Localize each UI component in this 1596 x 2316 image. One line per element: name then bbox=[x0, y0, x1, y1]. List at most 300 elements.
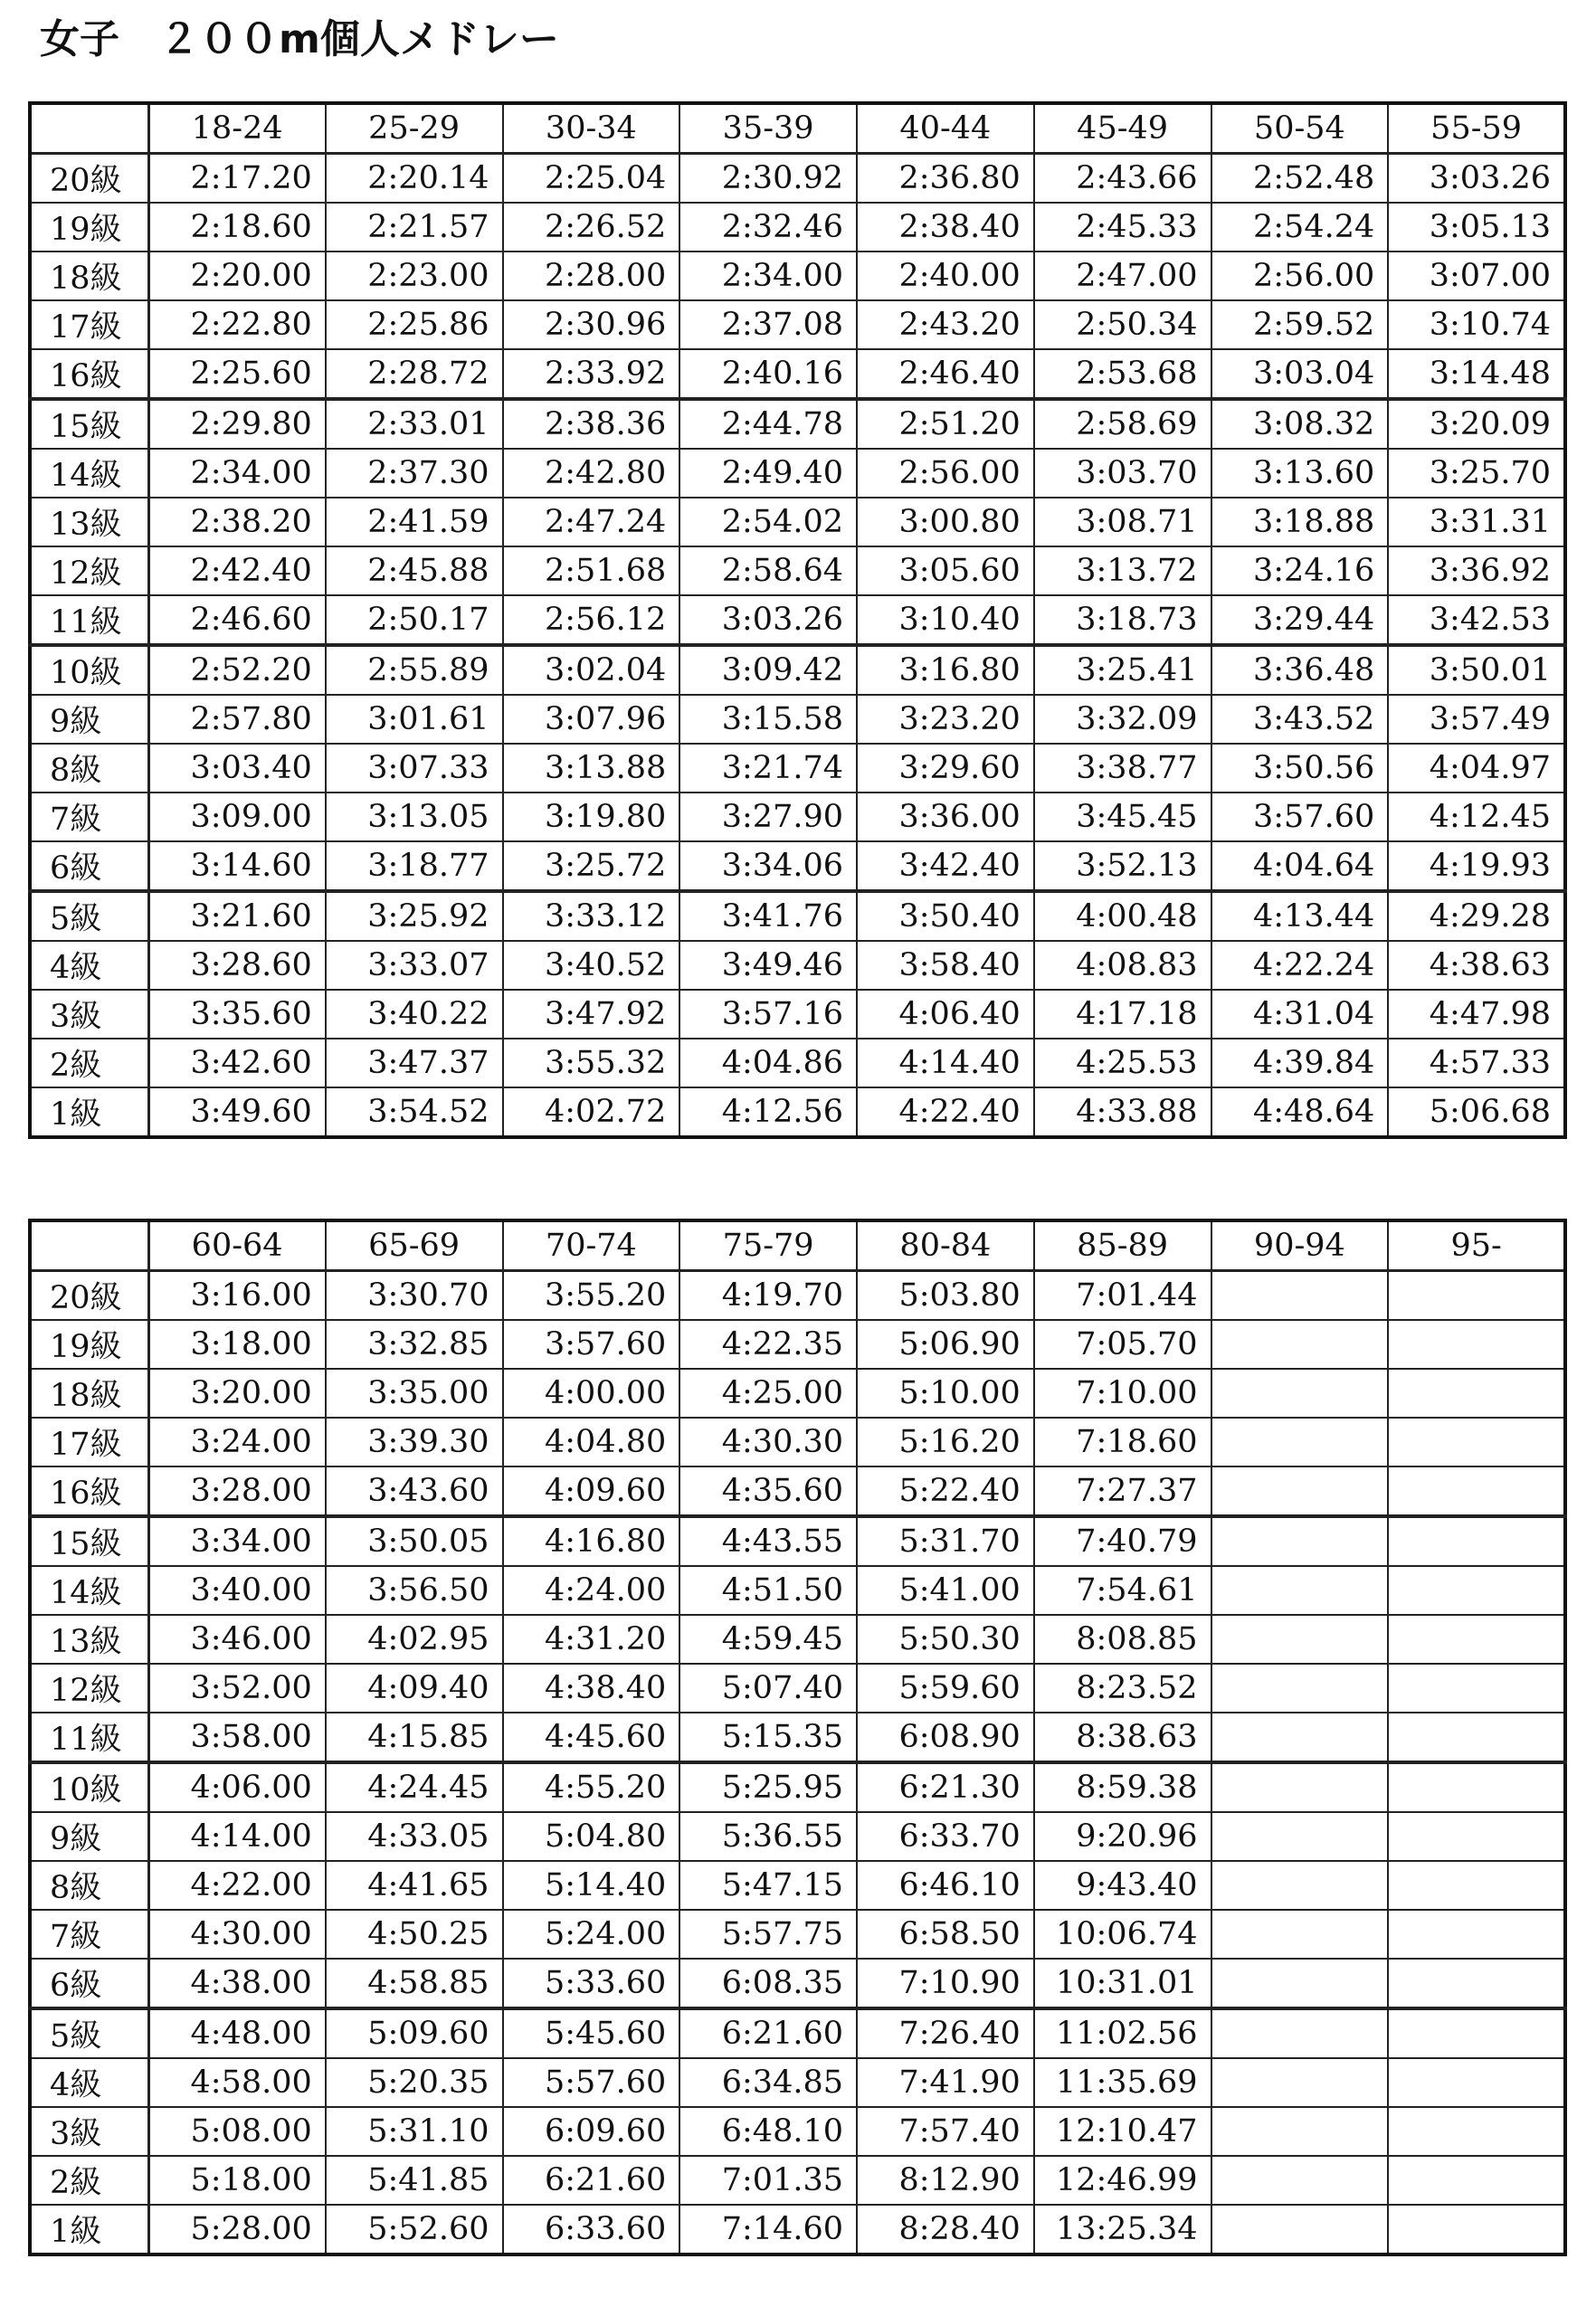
corner-cell bbox=[30, 1220, 148, 1271]
time-cell: 3:50.01 bbox=[1388, 645, 1565, 695]
time-cell bbox=[1211, 1418, 1389, 1466]
time-cell bbox=[1211, 2107, 1389, 2156]
time-cell: 6:09.60 bbox=[503, 2107, 680, 2156]
time-cell: 2:33.01 bbox=[326, 399, 503, 449]
time-cell: 4:25.00 bbox=[679, 1369, 857, 1418]
age-group-header: 55-59 bbox=[1388, 103, 1565, 154]
time-cell: 3:21.74 bbox=[679, 744, 857, 793]
time-cell: 3:20.00 bbox=[148, 1369, 326, 1418]
time-cell: 3:38.77 bbox=[1034, 744, 1211, 793]
time-cell: 7:10.00 bbox=[1034, 1369, 1211, 1418]
table-row bbox=[30, 793, 1565, 841]
time-cell: 3:35.00 bbox=[326, 1369, 503, 1418]
table-row bbox=[30, 695, 1565, 744]
time-cell bbox=[1211, 2156, 1389, 2205]
time-cell: 5:33.60 bbox=[503, 1959, 680, 2008]
table-row bbox=[30, 203, 1565, 252]
time-cell: 3:20.09 bbox=[1388, 399, 1565, 449]
time-cell: 3:49.46 bbox=[679, 941, 857, 990]
time-cell: 3:03.70 bbox=[1034, 449, 1211, 498]
time-cell bbox=[1388, 2008, 1565, 2058]
age-group-header: 45-49 bbox=[1034, 103, 1211, 154]
time-cell: 2:50.17 bbox=[326, 595, 503, 645]
time-cell: 7:40.79 bbox=[1034, 1516, 1211, 1566]
time-cell: 5:52.60 bbox=[326, 2205, 503, 2254]
grade-label: 15級 bbox=[30, 1516, 148, 1566]
time-cell: 5:57.75 bbox=[679, 1910, 857, 1959]
time-cell: 2:51.20 bbox=[857, 399, 1034, 449]
time-cell bbox=[1211, 1320, 1389, 1369]
time-cell: 11:35.69 bbox=[1034, 2058, 1211, 2107]
grade-label: 17級 bbox=[30, 1418, 148, 1466]
time-cell: 4:30.30 bbox=[679, 1418, 857, 1466]
time-cell: 5:04.80 bbox=[503, 1812, 680, 1861]
grade-label: 18級 bbox=[30, 1369, 148, 1418]
time-cell: 3:13.88 bbox=[503, 744, 680, 793]
time-cell: 5:18.00 bbox=[148, 2156, 326, 2205]
time-cell: 3:35.60 bbox=[148, 990, 326, 1039]
table-row bbox=[30, 399, 1565, 449]
grade-label: 18級 bbox=[30, 252, 148, 300]
table-row bbox=[30, 1910, 1565, 1959]
time-cell: 4:04.97 bbox=[1388, 744, 1565, 793]
grade-label: 14級 bbox=[30, 449, 148, 498]
time-cell: 2:26.52 bbox=[503, 203, 680, 252]
time-cell: 3:57.60 bbox=[1211, 793, 1389, 841]
page-title: 女子 ２００m個人メドレー bbox=[40, 16, 559, 62]
age-group-header: 25-29 bbox=[326, 103, 503, 154]
time-cell: 5:57.60 bbox=[503, 2058, 680, 2107]
time-cell: 3:36.92 bbox=[1388, 546, 1565, 595]
standards-table-2 bbox=[28, 1219, 1567, 2256]
time-cell: 4:33.88 bbox=[1034, 1087, 1211, 1137]
time-cell: 4:22.40 bbox=[857, 1087, 1034, 1137]
time-cell: 3:29.60 bbox=[857, 744, 1034, 793]
time-cell: 2:43.20 bbox=[857, 300, 1034, 349]
time-cell: 8:28.40 bbox=[857, 2205, 1034, 2254]
time-cell: 3:57.60 bbox=[503, 1320, 680, 1369]
time-cell: 3:25.70 bbox=[1388, 449, 1565, 498]
grade-label: 15級 bbox=[30, 399, 148, 449]
age-group-header: 60-64 bbox=[148, 1220, 326, 1271]
grade-label: 11級 bbox=[30, 1713, 148, 1762]
time-cell: 3:03.26 bbox=[679, 595, 857, 645]
grade-label: 5級 bbox=[30, 891, 148, 941]
time-cell: 2:28.00 bbox=[503, 252, 680, 300]
time-cell: 4:02.72 bbox=[503, 1087, 680, 1137]
time-cell: 2:29.80 bbox=[148, 399, 326, 449]
time-cell: 2:54.24 bbox=[1211, 203, 1389, 252]
time-cell: 2:25.86 bbox=[326, 300, 503, 349]
time-cell bbox=[1388, 1812, 1565, 1861]
time-cell: 4:14.00 bbox=[148, 1812, 326, 1861]
time-cell: 3:09.00 bbox=[148, 793, 326, 841]
age-group-header: 50-54 bbox=[1211, 103, 1389, 154]
time-cell: 4:57.33 bbox=[1388, 1039, 1565, 1087]
time-cell: 4:19.93 bbox=[1388, 841, 1565, 891]
time-cell bbox=[1388, 1615, 1565, 1664]
time-cell: 2:52.20 bbox=[148, 645, 326, 695]
time-cell: 4:48.64 bbox=[1211, 1087, 1389, 1137]
time-cell: 5:06.90 bbox=[857, 1320, 1034, 1369]
grade-label: 5級 bbox=[30, 2008, 148, 2058]
time-cell bbox=[1388, 2058, 1565, 2107]
grade-label: 10級 bbox=[30, 1762, 148, 1812]
time-cell bbox=[1211, 1516, 1389, 1566]
time-cell: 3:23.20 bbox=[857, 695, 1034, 744]
time-cell bbox=[1388, 1959, 1565, 2008]
time-cell: 4:51.50 bbox=[679, 1566, 857, 1615]
time-cell: 2:45.88 bbox=[326, 546, 503, 595]
time-cell: 3:58.00 bbox=[148, 1713, 326, 1762]
time-cell bbox=[1211, 1615, 1389, 1664]
time-cell bbox=[1388, 2107, 1565, 2156]
age-group-header: 18-24 bbox=[148, 103, 326, 154]
table-row bbox=[30, 1615, 1565, 1664]
table-row bbox=[30, 1812, 1565, 1861]
time-cell: 4:19.70 bbox=[679, 1271, 857, 1321]
time-cell bbox=[1211, 2058, 1389, 2107]
time-cell: 3:03.40 bbox=[148, 744, 326, 793]
time-cell: 2:50.34 bbox=[1034, 300, 1211, 349]
time-cell: 5:41.85 bbox=[326, 2156, 503, 2205]
time-cell: 4:09.60 bbox=[503, 1466, 680, 1516]
grade-label: 14級 bbox=[30, 1566, 148, 1615]
time-cell: 3:24.00 bbox=[148, 1418, 326, 1466]
table-row bbox=[30, 449, 1565, 498]
time-cell: 3:25.92 bbox=[326, 891, 503, 941]
time-cell: 4:25.53 bbox=[1034, 1039, 1211, 1087]
time-cell: 3:01.61 bbox=[326, 695, 503, 744]
table-row bbox=[30, 2107, 1565, 2156]
time-cell: 5:22.40 bbox=[857, 1466, 1034, 1516]
age-group-header: 40-44 bbox=[857, 103, 1034, 154]
table-row bbox=[30, 546, 1565, 595]
time-cell: 4:09.40 bbox=[326, 1664, 503, 1713]
time-cell: 2:54.02 bbox=[679, 498, 857, 546]
time-cell: 2:56.00 bbox=[1211, 252, 1389, 300]
time-cell: 6:08.90 bbox=[857, 1713, 1034, 1762]
time-cell: 7:14.60 bbox=[679, 2205, 857, 2254]
age-group-header: 85-89 bbox=[1034, 1220, 1211, 1271]
time-cell bbox=[1388, 1320, 1565, 1369]
age-group-header: 70-74 bbox=[503, 1220, 680, 1271]
time-cell: 3:14.60 bbox=[148, 841, 326, 891]
time-cell: 3:02.04 bbox=[503, 645, 680, 695]
time-cell: 5:16.20 bbox=[857, 1418, 1034, 1466]
time-cell: 3:18.00 bbox=[148, 1320, 326, 1369]
time-cell bbox=[1211, 1713, 1389, 1762]
table-row bbox=[30, 1466, 1565, 1516]
table-row bbox=[30, 1369, 1565, 1418]
time-cell: 2:58.64 bbox=[679, 546, 857, 595]
time-cell: 5:24.00 bbox=[503, 1910, 680, 1959]
time-cell: 4:38.00 bbox=[148, 1959, 326, 2008]
time-cell: 6:46.10 bbox=[857, 1861, 1034, 1910]
time-cell: 3:08.32 bbox=[1211, 399, 1389, 449]
time-cell: 8:59.38 bbox=[1034, 1762, 1211, 1812]
time-cell: 2:32.46 bbox=[679, 203, 857, 252]
time-cell: 5:41.00 bbox=[857, 1566, 1034, 1615]
age-group-header: 90-94 bbox=[1211, 1220, 1389, 1271]
time-cell: 10:31.01 bbox=[1034, 1959, 1211, 2008]
time-cell: 2:28.72 bbox=[326, 349, 503, 399]
time-cell: 5:20.35 bbox=[326, 2058, 503, 2107]
time-cell bbox=[1211, 1664, 1389, 1713]
time-cell: 11:02.56 bbox=[1034, 2008, 1211, 2058]
table-row bbox=[30, 891, 1565, 941]
time-cell: 8:38.63 bbox=[1034, 1713, 1211, 1762]
time-cell: 4:38.40 bbox=[503, 1664, 680, 1713]
time-cell: 2:40.00 bbox=[857, 252, 1034, 300]
time-cell: 3:42.60 bbox=[148, 1039, 326, 1087]
time-cell: 3:34.00 bbox=[148, 1516, 326, 1566]
time-cell: 4:39.84 bbox=[1211, 1039, 1389, 1087]
time-cell bbox=[1388, 1271, 1565, 1321]
time-cell: 5:28.00 bbox=[148, 2205, 326, 2254]
table-row bbox=[30, 1762, 1565, 1812]
time-cell: 3:18.77 bbox=[326, 841, 503, 891]
time-cell: 3:40.00 bbox=[148, 1566, 326, 1615]
time-cell bbox=[1388, 1466, 1565, 1516]
table-row bbox=[30, 252, 1565, 300]
time-cell bbox=[1211, 1369, 1389, 1418]
grade-label: 1級 bbox=[30, 2205, 148, 2254]
time-cell: 2:43.66 bbox=[1034, 154, 1211, 204]
time-cell: 5:14.40 bbox=[503, 1861, 680, 1910]
time-cell: 4:31.04 bbox=[1211, 990, 1389, 1039]
time-cell: 4:43.55 bbox=[679, 1516, 857, 1566]
time-cell bbox=[1211, 1566, 1389, 1615]
time-cell bbox=[1388, 1713, 1565, 1762]
time-cell: 2:21.57 bbox=[326, 203, 503, 252]
time-cell: 2:17.20 bbox=[148, 154, 326, 204]
time-cell: 2:30.96 bbox=[503, 300, 680, 349]
time-cell: 3:27.90 bbox=[679, 793, 857, 841]
time-cell: 3:05.60 bbox=[857, 546, 1034, 595]
time-cell: 2:25.60 bbox=[148, 349, 326, 399]
time-cell: 7:54.61 bbox=[1034, 1566, 1211, 1615]
time-cell: 8:12.90 bbox=[857, 2156, 1034, 2205]
time-cell: 3:13.72 bbox=[1034, 546, 1211, 595]
grade-label: 6級 bbox=[30, 841, 148, 891]
time-cell: 3:18.73 bbox=[1034, 595, 1211, 645]
time-cell: 4:04.80 bbox=[503, 1418, 680, 1466]
time-cell: 4:17.18 bbox=[1034, 990, 1211, 1039]
time-cell: 3:31.31 bbox=[1388, 498, 1565, 546]
time-cell: 4:04.86 bbox=[679, 1039, 857, 1087]
time-cell: 10:06.74 bbox=[1034, 1910, 1211, 1959]
time-cell: 13:25.34 bbox=[1034, 2205, 1211, 2254]
table-row bbox=[30, 645, 1565, 695]
time-cell: 4:00.00 bbox=[503, 1369, 680, 1418]
time-cell: 3:40.22 bbox=[326, 990, 503, 1039]
time-cell: 3:19.80 bbox=[503, 793, 680, 841]
time-cell: 5:47.15 bbox=[679, 1861, 857, 1910]
grade-label: 3級 bbox=[30, 990, 148, 1039]
time-cell: 5:31.10 bbox=[326, 2107, 503, 2156]
age-group-header: 65-69 bbox=[326, 1220, 503, 1271]
header-row bbox=[30, 103, 1565, 154]
time-cell: 3:55.32 bbox=[503, 1039, 680, 1087]
table-row bbox=[30, 1087, 1565, 1137]
table-row bbox=[30, 990, 1565, 1039]
grade-label: 6級 bbox=[30, 1959, 148, 2008]
table-row bbox=[30, 1271, 1565, 1321]
table-row bbox=[30, 2205, 1565, 2254]
time-cell: 3:39.30 bbox=[326, 1418, 503, 1466]
time-cell: 2:55.89 bbox=[326, 645, 503, 695]
time-cell: 7:10.90 bbox=[857, 1959, 1034, 2008]
time-cell: 3:29.44 bbox=[1211, 595, 1389, 645]
time-cell: 3:15.58 bbox=[679, 695, 857, 744]
time-cell: 5:08.00 bbox=[148, 2107, 326, 2156]
time-cell: 4:33.05 bbox=[326, 1812, 503, 1861]
time-cell: 3:28.00 bbox=[148, 1466, 326, 1516]
time-cell: 5:03.80 bbox=[857, 1271, 1034, 1321]
time-cell: 7:57.40 bbox=[857, 2107, 1034, 2156]
time-cell: 3:07.33 bbox=[326, 744, 503, 793]
time-cell: 2:30.92 bbox=[679, 154, 857, 204]
time-cell: 6:33.60 bbox=[503, 2205, 680, 2254]
time-cell: 3:14.48 bbox=[1388, 349, 1565, 399]
time-cell: 3:57.49 bbox=[1388, 695, 1565, 744]
time-cell: 3:47.92 bbox=[503, 990, 680, 1039]
time-cell: 4:29.28 bbox=[1388, 891, 1565, 941]
time-cell: 5:50.30 bbox=[857, 1615, 1034, 1664]
grade-label: 12級 bbox=[30, 1664, 148, 1713]
table-row bbox=[30, 1320, 1565, 1369]
time-cell: 2:38.36 bbox=[503, 399, 680, 449]
time-cell: 2:56.12 bbox=[503, 595, 680, 645]
time-cell: 4:58.85 bbox=[326, 1959, 503, 2008]
time-cell: 3:13.60 bbox=[1211, 449, 1389, 498]
time-cell: 5:09.60 bbox=[326, 2008, 503, 2058]
time-cell: 2:45.33 bbox=[1034, 203, 1211, 252]
time-cell: 6:21.60 bbox=[503, 2156, 680, 2205]
time-cell: 4:16.80 bbox=[503, 1516, 680, 1566]
time-cell: 7:05.70 bbox=[1034, 1320, 1211, 1369]
time-cell: 3:07.96 bbox=[503, 695, 680, 744]
time-cell bbox=[1211, 1466, 1389, 1516]
time-cell: 3:41.76 bbox=[679, 891, 857, 941]
time-cell: 4:58.00 bbox=[148, 2058, 326, 2107]
time-cell bbox=[1388, 1369, 1565, 1418]
age-group-header: 95- bbox=[1388, 1220, 1565, 1271]
time-cell: 7:27.37 bbox=[1034, 1466, 1211, 1516]
time-cell: 3:10.40 bbox=[857, 595, 1034, 645]
time-cell: 4:22.00 bbox=[148, 1861, 326, 1910]
grade-label: 17級 bbox=[30, 300, 148, 349]
time-cell: 3:32.85 bbox=[326, 1320, 503, 1369]
grade-label: 8級 bbox=[30, 744, 148, 793]
grade-label: 7級 bbox=[30, 793, 148, 841]
time-cell: 2:25.04 bbox=[503, 154, 680, 204]
time-cell: 2:52.48 bbox=[1211, 154, 1389, 204]
time-cell: 12:10.47 bbox=[1034, 2107, 1211, 2156]
table-row bbox=[30, 300, 1565, 349]
time-cell: 5:06.68 bbox=[1388, 1087, 1565, 1137]
time-cell: 4:02.95 bbox=[326, 1615, 503, 1664]
time-cell: 4:31.20 bbox=[503, 1615, 680, 1664]
age-group-header: 30-34 bbox=[503, 103, 680, 154]
time-cell: 9:43.40 bbox=[1034, 1861, 1211, 1910]
time-cell: 12:46.99 bbox=[1034, 2156, 1211, 2205]
time-cell bbox=[1211, 2205, 1389, 2254]
table-row bbox=[30, 1418, 1565, 1466]
time-cell: 3:33.12 bbox=[503, 891, 680, 941]
standards-table-1 bbox=[28, 101, 1567, 1139]
time-cell: 3:42.40 bbox=[857, 841, 1034, 891]
grade-label: 4級 bbox=[30, 941, 148, 990]
time-cell bbox=[1388, 2205, 1565, 2254]
time-cell: 3:50.40 bbox=[857, 891, 1034, 941]
time-cell: 3:34.06 bbox=[679, 841, 857, 891]
time-cell: 3:55.20 bbox=[503, 1271, 680, 1321]
grade-label: 4級 bbox=[30, 2058, 148, 2107]
grade-label: 13級 bbox=[30, 498, 148, 546]
time-cell: 2:47.00 bbox=[1034, 252, 1211, 300]
time-cell: 3:07.00 bbox=[1388, 252, 1565, 300]
time-cell: 6:58.50 bbox=[857, 1910, 1034, 1959]
table-row bbox=[30, 1861, 1565, 1910]
table-row bbox=[30, 1516, 1565, 1566]
grade-label: 20級 bbox=[30, 1271, 148, 1321]
time-cell: 4:13.44 bbox=[1211, 891, 1389, 941]
time-cell: 2:36.80 bbox=[857, 154, 1034, 204]
time-cell: 4:06.00 bbox=[148, 1762, 326, 1812]
time-cell: 2:42.40 bbox=[148, 546, 326, 595]
grade-label: 2級 bbox=[30, 1039, 148, 1087]
time-cell: 3:50.05 bbox=[326, 1516, 503, 1566]
time-cell: 2:34.00 bbox=[679, 252, 857, 300]
time-cell bbox=[1388, 1664, 1565, 1713]
time-cell: 3:13.05 bbox=[326, 793, 503, 841]
time-cell: 3:18.88 bbox=[1211, 498, 1389, 546]
time-cell: 3:43.52 bbox=[1211, 695, 1389, 744]
time-cell: 3:47.37 bbox=[326, 1039, 503, 1087]
time-cell: 7:26.40 bbox=[857, 2008, 1034, 2058]
time-cell: 4:14.40 bbox=[857, 1039, 1034, 1087]
time-cell bbox=[1211, 1812, 1389, 1861]
time-cell: 3:52.13 bbox=[1034, 841, 1211, 891]
time-cell: 8:08.85 bbox=[1034, 1615, 1211, 1664]
time-cell bbox=[1388, 1516, 1565, 1566]
time-cell: 2:44.78 bbox=[679, 399, 857, 449]
time-cell: 2:51.68 bbox=[503, 546, 680, 595]
table-row bbox=[30, 154, 1565, 204]
grade-label: 1級 bbox=[30, 1087, 148, 1137]
time-cell: 2:37.30 bbox=[326, 449, 503, 498]
time-cell: 3:03.26 bbox=[1388, 154, 1565, 204]
time-cell: 3:36.48 bbox=[1211, 645, 1389, 695]
time-cell: 4:30.00 bbox=[148, 1910, 326, 1959]
time-cell: 6:33.70 bbox=[857, 1812, 1034, 1861]
time-cell: 6:08.35 bbox=[679, 1959, 857, 2008]
time-cell: 7:01.44 bbox=[1034, 1271, 1211, 1321]
grade-label: 19級 bbox=[30, 1320, 148, 1369]
time-cell: 4:00.48 bbox=[1034, 891, 1211, 941]
time-cell: 6:21.30 bbox=[857, 1762, 1034, 1812]
time-cell: 7:41.90 bbox=[857, 2058, 1034, 2107]
grade-label: 19級 bbox=[30, 203, 148, 252]
time-cell: 2:59.52 bbox=[1211, 300, 1389, 349]
time-cell bbox=[1388, 2156, 1565, 2205]
time-cell: 5:59.60 bbox=[857, 1664, 1034, 1713]
time-cell bbox=[1388, 1418, 1565, 1466]
time-cell: 2:42.80 bbox=[503, 449, 680, 498]
time-cell: 2:41.59 bbox=[326, 498, 503, 546]
